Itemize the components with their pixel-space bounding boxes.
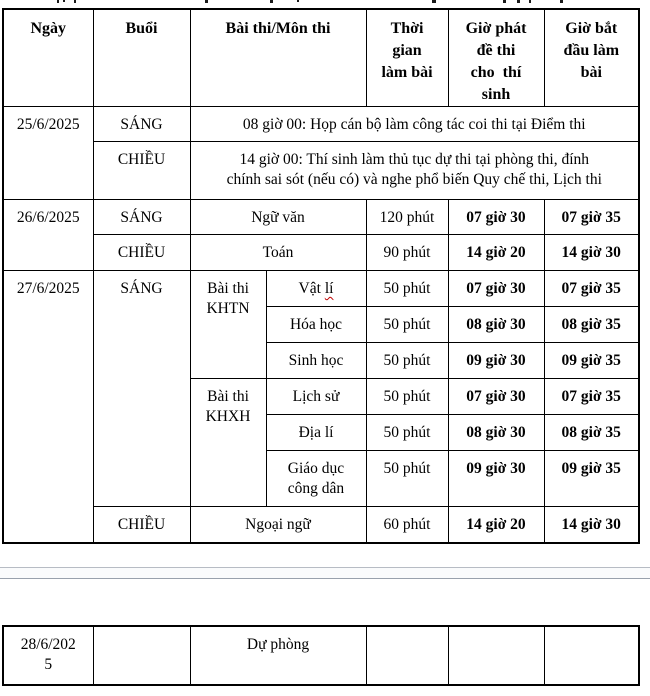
table-row: [3, 626, 639, 685]
hand-out-time-cell: 14 giờ 20: [448, 235, 544, 271]
hand-out-time-cell: 08 giờ 30: [448, 415, 544, 451]
hand-out-time-cell: 09 giờ 30: [448, 451, 544, 507]
text-remnant: [560, 0, 563, 3]
duration-cell: 50 phút: [366, 271, 448, 307]
subject-cell: Hóa học: [266, 307, 366, 343]
session-cell: SÁNG: [93, 200, 190, 235]
header-hand-out-time: Giờ phát đề thi cho thí sinh: [448, 9, 544, 107]
date-cell: 26/6/2025: [3, 200, 93, 271]
subject-cell: Toán: [190, 235, 366, 271]
note-cell: 14 giờ 00: Thí sinh làm thủ tục dự thi tại phòng thi, đính chính sai sót (nếu có) và nghe phổ biến Quy chế thi, Lịch thi: [190, 142, 639, 200]
subject-cell: Dự phòng: [190, 626, 366, 685]
text-remnant: [57, 0, 59, 3]
hand-out-time-cell: [448, 626, 544, 685]
duration-cell: 60 phút: [366, 507, 448, 543]
note-cell: 08 giờ 00: Họp cán bộ làm công tác coi thi tại Điểm thi: [190, 107, 639, 142]
date-cell: 27/6/2025: [3, 271, 93, 543]
reserve-day-table: [2, 625, 640, 686]
duration-cell: 120 phút: [366, 200, 448, 235]
text-remnant: [503, 0, 506, 3]
session-cell: SÁNG: [93, 271, 190, 507]
session-cell: CHIỀU: [93, 235, 190, 271]
duration-cell: 90 phút: [366, 235, 448, 271]
subject-cell: Lịch sử: [266, 379, 366, 415]
duration-cell: [366, 626, 448, 685]
start-time-cell: 07 giờ 35: [544, 200, 639, 235]
misspelled-word: lí: [324, 280, 334, 297]
subject-cell: Địa lí: [266, 415, 366, 451]
date-cell: 28/6/202 5: [3, 626, 93, 685]
table-row: [3, 507, 639, 543]
header-row: [3, 9, 639, 107]
table-row: [3, 235, 639, 271]
exam-schedule-table: [2, 8, 640, 544]
start-time-cell: 07 giờ 35: [544, 271, 639, 307]
text-remnant: [297, 0, 299, 2]
text-remnant: [205, 0, 208, 3]
hand-out-time-cell: 09 giờ 30: [448, 343, 544, 379]
text-remnant: [529, 0, 531, 3]
header-session: Buổi: [93, 9, 190, 107]
duration-cell: 50 phút: [366, 415, 448, 451]
hand-out-time-cell: 08 giờ 30: [448, 307, 544, 343]
text-remnant: [270, 0, 273, 3]
date-cell: 25/6/2025: [3, 107, 93, 200]
exam-group-cell: Bài thi KHXH: [190, 379, 266, 507]
start-time-cell: 09 giờ 35: [544, 343, 639, 379]
text-remnant: [74, 0, 76, 3]
duration-cell: 50 phút: [366, 307, 448, 343]
session-cell: CHIỀU: [93, 507, 190, 543]
duration-cell: 50 phút: [366, 379, 448, 415]
duration-cell: 50 phút: [366, 343, 448, 379]
subject-cell: Ngữ văn: [190, 200, 366, 235]
start-time-cell: 07 giờ 35: [544, 379, 639, 415]
page-break-band: [0, 567, 650, 579]
text-remnant: [432, 0, 436, 3]
table-row: [3, 200, 639, 235]
exam-group-cell: Bài thi KHTN: [190, 271, 266, 379]
header-date: Ngày: [3, 9, 93, 107]
header-exam: Bài thi/Môn thi: [190, 9, 366, 107]
subject-cell: Ngoại ngữ: [190, 507, 366, 543]
session-cell: [93, 626, 190, 685]
subject-cell: Sinh học: [266, 343, 366, 379]
hand-out-time-cell: 14 giờ 20: [448, 507, 544, 543]
table-row: [3, 142, 639, 200]
session-cell: CHIỀU: [93, 142, 190, 200]
table-row: [3, 107, 639, 142]
hand-out-time-cell: 07 giờ 30: [448, 379, 544, 415]
hand-out-time-cell: 07 giờ 30: [448, 200, 544, 235]
start-time-cell: 09 giờ 35: [544, 451, 639, 507]
text-remnant: [517, 0, 520, 3]
text-remnant: [63, 0, 65, 2]
start-time-cell: 14 giờ 30: [544, 235, 639, 271]
table-row: [3, 271, 639, 307]
hand-out-time-cell: 07 giờ 30: [448, 271, 544, 307]
start-time-cell: 08 giờ 35: [544, 307, 639, 343]
subject-cell: Giáo dục công dân: [266, 451, 366, 507]
duration-cell: 50 phút: [366, 451, 448, 507]
start-time-cell: 14 giờ 30: [544, 507, 639, 543]
header-duration: Thời gian làm bài: [366, 9, 448, 107]
start-time-cell: [544, 626, 639, 685]
session-cell: SÁNG: [93, 107, 190, 142]
start-time-cell: 08 giờ 35: [544, 415, 639, 451]
subject-cell: Vật lí: [266, 271, 366, 307]
header-start-time: Giờ bắt đầu làm bài: [544, 9, 639, 107]
